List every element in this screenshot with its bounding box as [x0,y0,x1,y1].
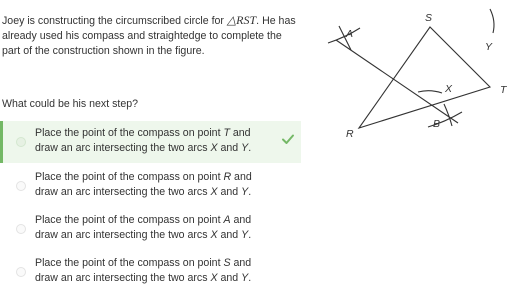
answer-option-1[interactable] [0,121,301,163]
label-r: R [346,128,354,140]
question-period: . [256,15,260,27]
option-text: Place the point of the compass on point S and draw an arc intersecting the two arcs X and Y. [35,257,252,284]
triangle-rst [359,27,490,128]
question-intro: Joey is constructing the circumscribed circle for [2,15,227,27]
label-t: T [500,84,507,96]
option-text: Place the point of the compass on point T and draw an arc intersecting the two arcs X and Y. [35,127,252,154]
answer-option-4[interactable] [0,251,301,293]
label-y: Y [485,41,493,53]
label-x: X [445,83,453,95]
radio-button[interactable] [16,137,26,147]
triangle-name: RST [236,13,257,27]
answer-option-3[interactable] [0,208,301,250]
arc-b-2 [444,104,452,126]
label-a: A [346,28,354,40]
question-text [2,13,302,59]
option-text: Place the point of the compass on point R and draw an arc intersecting the two arcs X and Y. [35,171,252,198]
option-text: Place the point of the compass on point A and draw an arc intersecting the two arcs X and Y. [35,214,252,241]
arc-x [418,91,442,93]
radio-button[interactable] [16,181,26,191]
label-s: S [425,12,433,24]
question-rest: He has already used his compass and straightedge to complete the part of the construction shown in the figure. [2,15,296,57]
answer-option-2[interactable] [0,165,301,207]
triangle-symbol: △ [226,13,237,27]
radio-button[interactable] [16,224,26,234]
label-b: B [433,118,441,130]
prompt-text: What could be his next step? [2,98,139,110]
arc-y [490,9,494,33]
radio-button[interactable] [16,267,26,277]
construction-figure [318,0,513,150]
check-icon [281,132,295,146]
line-ab [336,40,458,123]
